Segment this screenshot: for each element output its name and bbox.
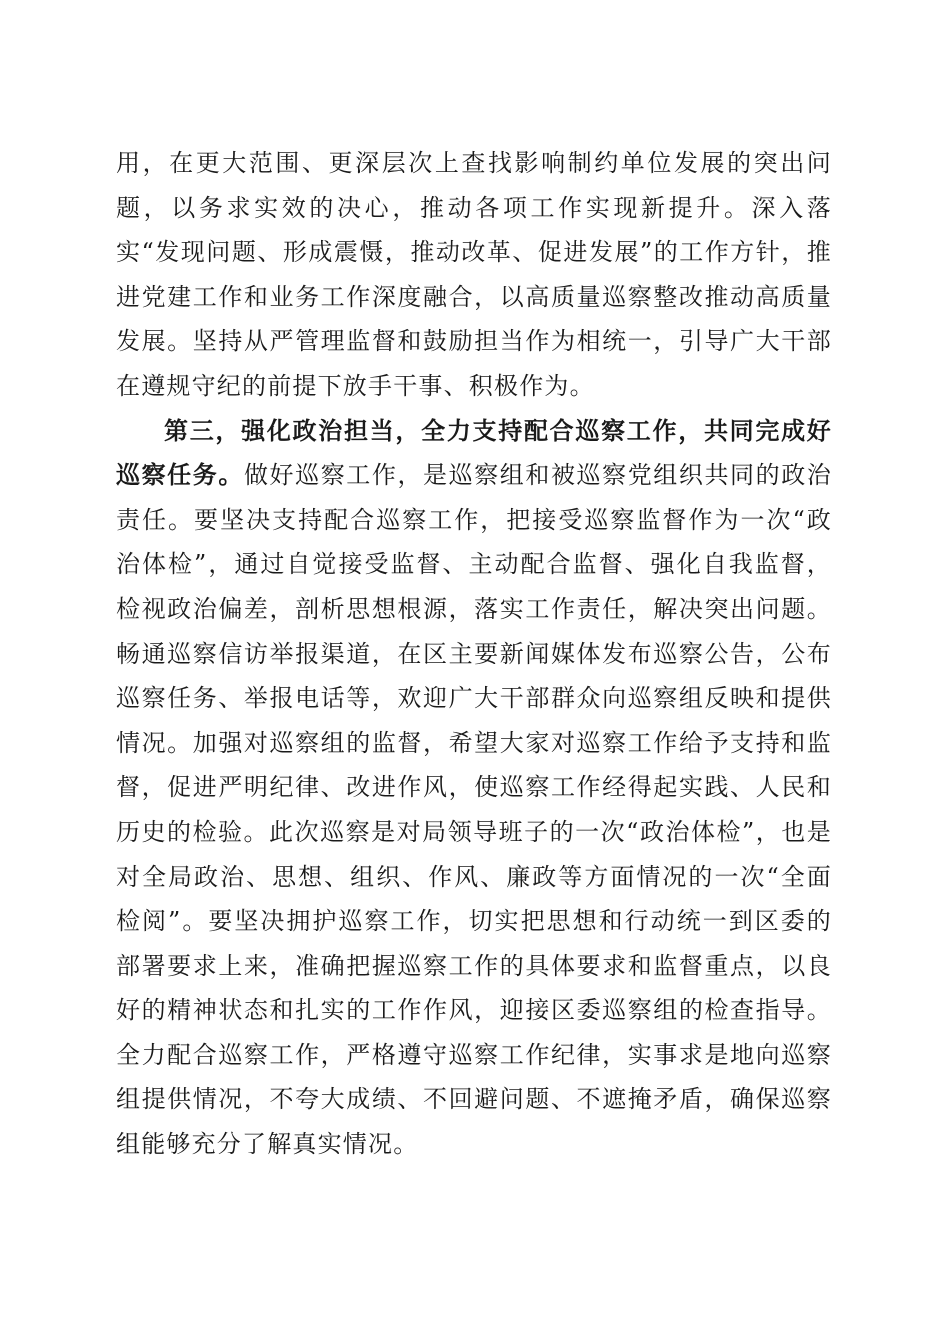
document-body — [116, 141, 832, 1167]
paragraph-body: 做好巡察工作，是巡察组和被巡察党组织共同的政治责任。要坚决支持配合巡察工作，把接受巡察监督作为一次“政治体检”，通过自觉接受监督、主动配合监督、强化自我监督，检视政治偏差，剖析思想根源，落实工作责任，解决突出问题。畅通巡察信访举报渠道，在区主要新闻媒体发布巡察公告，公布巡察任务、举报电话等，欢迎广大干部群众向巡察组反映和提供情况。加强对巡察组的监督，希望大家对巡察工作给予支持和监督，促进严明纪律、改进作风，使巡察工作经得起实践、人民和历史的检验。此次巡察是对局领导班子的一次“政治体检”，也是对全局政治、思想、组织、作风、廉政等方面情况的一次“全面检阅”。要坚决拥护巡察工作，切实把思想和行动统一到区委的部署要求上来，准确把握巡察工作的具体要求和监督重点，以良好的精神状态和扎实的工作作风，迎接区委巡察组的检查指导。全力配合巡察工作，严格遵守巡察工作纪律，实事求是地向巡察组提供情况，不夸大成绩、不回避问题、不遮掩矛盾，确保巡察组能够充分了解真实情况。 — [116, 461, 833, 1159]
paragraph-heading: 第三，强化政治担当，全力支持配合巡察工作，共同完成好巡察任务。 — [116, 416, 832, 490]
paragraph-third-point — [116, 409, 832, 1167]
paragraph-continuation: 用，在更大范围、更深层次上查找影响制约单位发展的突出问题，以务求实效的决心，推动各项工作实现新提升。深入落实“发现问题、形成震慑，推动改革、促进发展”的工作方针，推进党建工作和业务工作深度融合，以高质量巡察整改推动高质量发展。坚持从严管理监督和鼓励担当作为相统一，引导广大干部在遵规守纪的前提下放手干事、积极作为。 — [116, 149, 832, 400]
